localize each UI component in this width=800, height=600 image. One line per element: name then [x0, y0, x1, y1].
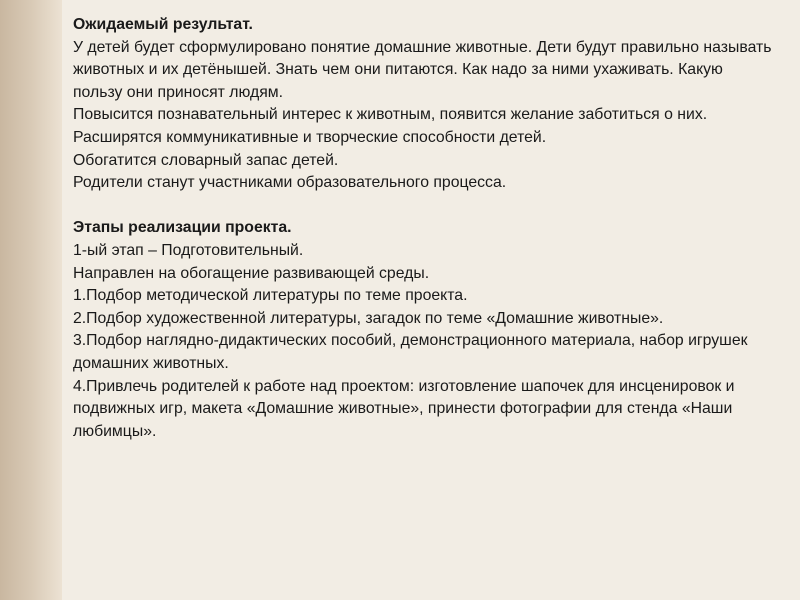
expected-line-3: Расширятся коммуникативные и творческие способности детей. [73, 128, 547, 146]
stage-line-3: 1.Подбор методической литературы по теме проекта. [73, 287, 468, 305]
expected-result-heading: Ожидаемый результат. [73, 16, 253, 33]
stage-line-4: 2.Подбор художественной литературы, загадок по теме «Домашние животные». [73, 309, 664, 327]
expected-line-5: Родители станут участниками образовательного процесса. [73, 174, 507, 192]
stages-heading: Этапы реализации проекта. [73, 219, 292, 237]
stage-line-5: 3.Подбор наглядно-дидактических пособий, демонстрационного материала, набор игрушек домашних животных. [73, 332, 748, 372]
expected-line-1: У детей будет сформулировано понятие домашние животные. Дети будут правильно называть животных и их детёнышей. Знать чем они питаются. Как надо за ними ухаживать. Какую пользу они приносят людям. [73, 38, 772, 101]
section-spacer [73, 195, 773, 218]
stage-line-6: 4.Привлечь родителей к работе над проектом: изготовление шапочек для инсценировок и подвижных игр, макета «Домашние животные», принести фотографии для стенда «Наши любимцы». [73, 377, 735, 440]
slide-text [73, 14, 773, 443]
stage-line-1: 1-ый этап – Подготовительный. [73, 241, 304, 259]
stage-line-2: Направлен на обогащение развивающей среды. [73, 264, 430, 282]
expected-line-2: Повысится познавательный интерес к животным, появится желание заботиться о них. [73, 106, 708, 124]
expected-line-4: Обогатится словарный запас детей. [73, 151, 339, 169]
